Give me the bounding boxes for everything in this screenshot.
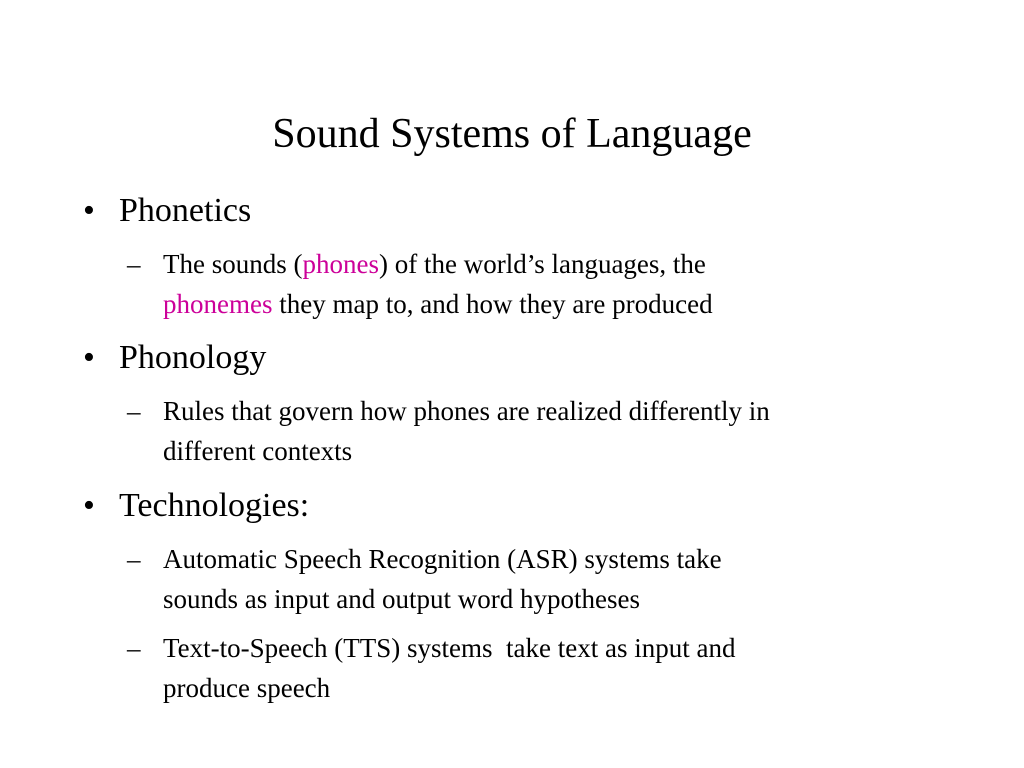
dash-marker: – (127, 544, 141, 574)
sub-bullet-line: different contexts (163, 436, 353, 466)
dash-marker: – (127, 396, 141, 426)
sub-bullet-line (163, 284, 933, 324)
sub-bullet-line: Text-to-Speech (TTS) systems take text as input and (163, 633, 736, 663)
text-segment: they map to, and how they are produced (272, 289, 713, 319)
bullet-marker: • (83, 487, 95, 524)
bullet-marker: • (83, 192, 95, 229)
dash-marker: – (127, 633, 141, 663)
sub-bullet-line: sounds as input and output word hypotheses (163, 584, 640, 614)
sub-bullet-text (163, 539, 933, 619)
dash-marker: – (127, 249, 141, 279)
bullet-heading: Phonology (119, 339, 267, 376)
sub-bullet-text (163, 628, 933, 708)
highlighted-term-phones: phones (302, 249, 379, 279)
text-segment: ) of the world’s languages, the (378, 249, 706, 279)
sub-bullet-line: Rules that govern how phones are realized differently in (163, 396, 770, 426)
sub-bullet-text (163, 244, 933, 324)
text-segment: The sounds ( (163, 249, 303, 279)
sub-bullet-line: produce speech (163, 673, 331, 703)
sub-bullet-text (163, 391, 933, 471)
slide-title: Sound Systems of Language (272, 111, 752, 157)
sub-bullet-line: Automatic Speech Recognition (ASR) systems take (163, 544, 722, 574)
bullet-heading: Phonetics (119, 192, 252, 229)
bullet-heading: Technologies: (119, 487, 310, 524)
sub-bullet-line (163, 244, 933, 284)
highlighted-term-phonemes: phonemes (163, 289, 273, 319)
bullet-marker: • (83, 339, 95, 376)
